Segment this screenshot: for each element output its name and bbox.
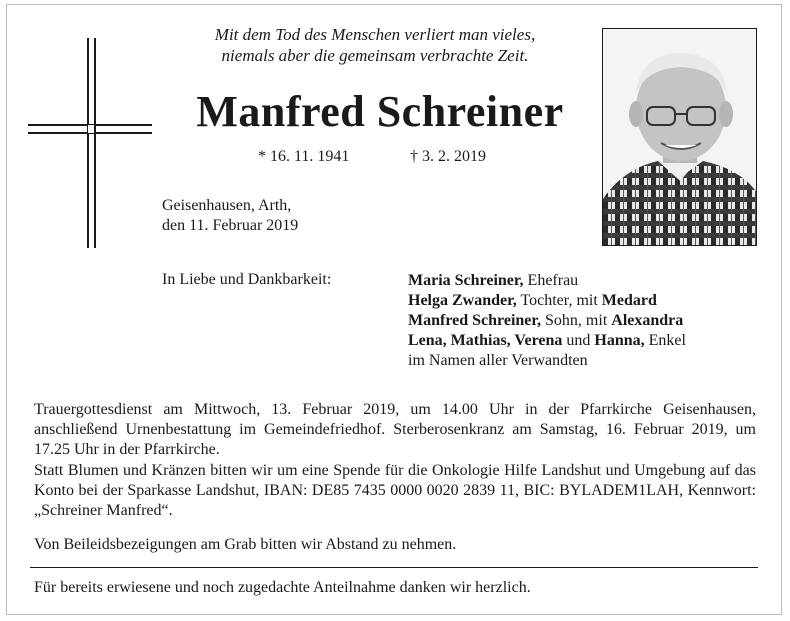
date-line: den 11. Februar 2019 xyxy=(162,217,299,234)
mourner-line: Helga Zwander, Tochter, mit Medard xyxy=(408,292,657,309)
memorial-quote xyxy=(160,24,590,66)
birth-date: * 16. 11. 1941 xyxy=(258,148,350,165)
funeral-service-paragraph: Trauergottesdienst am Mittwoch, 13. Februar 2019, um 14.00 Uhr in der Pfarrkirche Geisenhausen, anschließend Urnenbestattung im Gemeindefriedhof. Sterberosenkranz am Samstag, 16. Februar 2019, um 17.25 Uhr in der Pfarrkirche. xyxy=(34,401,756,458)
cross-icon xyxy=(28,38,152,248)
portrait-photo xyxy=(602,28,757,246)
place-and-date xyxy=(162,196,298,236)
mourners-list xyxy=(408,271,778,371)
donation-paragraph: Statt Blumen und Kränzen bitten wir um eine Spende für die Onkologie Hilfe Landshut und Umgebung auf das Konto bei der Sparkasse Landshut, IBAN: DE85 7435 0000 0020 2839 11, BIC: BYLADEM1LAH, Kennwort: „Schreiner Manfred“. xyxy=(34,462,756,519)
divider xyxy=(30,567,758,568)
condolence-paragraph: Von Beileidsbezeigungen am Grab bitten wir Abstand zu nehmen. xyxy=(34,536,457,553)
thanks-paragraph: Für bereits erwiesene und noch zugedachte Anteilnahme danken wir herzlich. xyxy=(34,579,531,596)
mourner-line: Lena, Mathias, Verena und Hanna, Enkel xyxy=(408,332,686,349)
deceased-name: Manfred Schreiner xyxy=(196,87,564,136)
in-love-label: In Liebe und Dankbarkeit: xyxy=(162,271,332,288)
mourner-line: Manfred Schreiner, Sohn, mit Alexandra xyxy=(408,312,684,329)
death-date: † 3. 2. 2019 xyxy=(410,148,486,165)
mourner-line: Maria Schreiner, Ehefrau xyxy=(408,272,579,289)
quote-line-1: Mit dem Tod des Menschen verliert man vieles, xyxy=(214,25,536,44)
place-line: Geisenhausen, Arth, xyxy=(162,197,292,214)
quote-line-2: niemals aber die gemeinsam verbrachte Zeit. xyxy=(221,46,529,65)
mourner-line: im Namen aller Verwandten xyxy=(408,352,588,369)
